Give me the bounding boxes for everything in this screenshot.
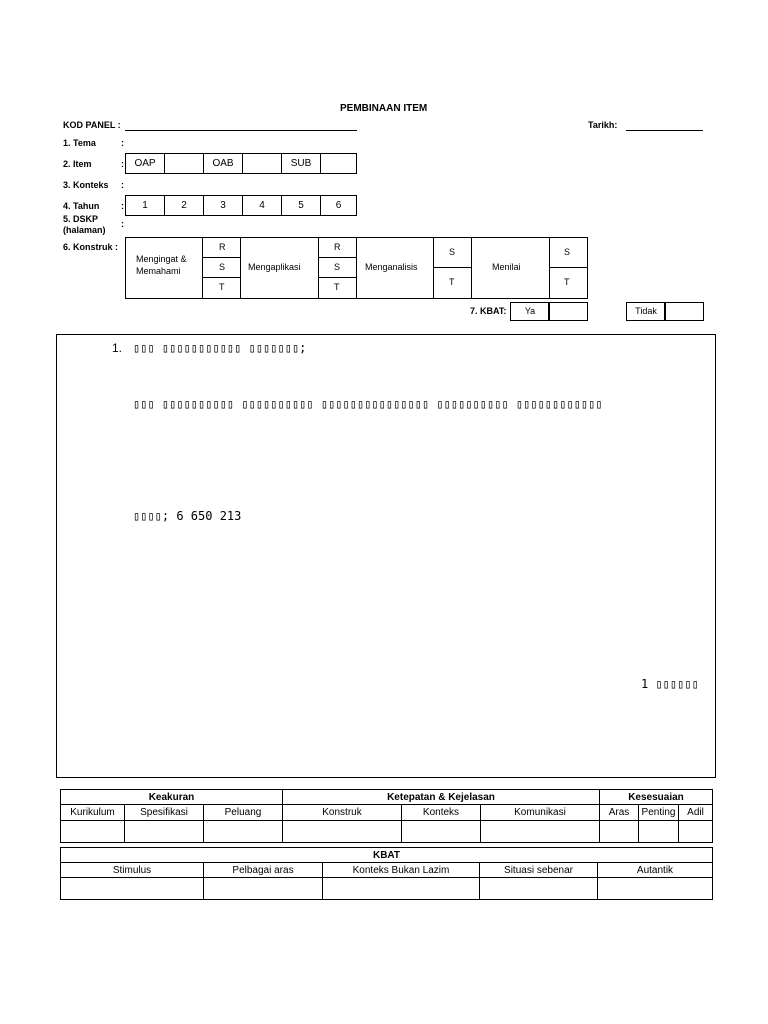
cell-konstruk[interactable] bbox=[283, 821, 402, 843]
cell-aras[interactable] bbox=[600, 821, 639, 843]
tema-label: 1. Tema bbox=[63, 138, 96, 148]
question-marks: 1 ▯▯▯▯▯▯ bbox=[641, 677, 699, 691]
cell-peluang[interactable] bbox=[204, 821, 283, 843]
kbat-col-pelbagai-aras: Pelbagai aras bbox=[204, 863, 323, 878]
konstruk-menilai: Menilai bbox=[492, 262, 521, 272]
dskp-colon: : bbox=[121, 219, 124, 229]
cell-komunikasi[interactable] bbox=[481, 821, 600, 843]
tarikh-field[interactable] bbox=[626, 130, 703, 131]
kbat-cell-situasi-sebenar[interactable] bbox=[480, 878, 598, 900]
item-type-table bbox=[125, 153, 357, 174]
konteks-label: 3. Konteks bbox=[63, 180, 109, 190]
tahun-colon: : bbox=[121, 201, 124, 211]
col-konstruk: Konstruk bbox=[283, 805, 402, 821]
cell-konteks[interactable] bbox=[402, 821, 481, 843]
cell-spesifikasi[interactable] bbox=[125, 821, 204, 843]
kbat-cell-konteks-bukan-lazim[interactable] bbox=[323, 878, 480, 900]
group-ketepatan: Ketepatan & Kejelasan bbox=[283, 790, 600, 805]
kbat-tidak-label: Tidak bbox=[626, 302, 666, 321]
kod-panel-label: KOD PANEL : bbox=[63, 120, 121, 130]
col-kurikulum: Kurikulum bbox=[61, 805, 125, 821]
konstruk-t-3[interactable]: T bbox=[449, 277, 455, 287]
kbat-cell-stimulus[interactable] bbox=[61, 878, 204, 900]
tahun-6[interactable]: 6 bbox=[321, 196, 357, 216]
group-keakuran: Keakuran bbox=[61, 790, 283, 805]
konstruk-s-1[interactable]: S bbox=[219, 262, 226, 272]
kbat-label: 7. KBAT: bbox=[470, 306, 507, 316]
tahun-5[interactable]: 5 bbox=[282, 196, 321, 216]
kbat-col-konteks-bukan-lazim: Konteks Bukan Lazim bbox=[323, 863, 480, 878]
kbat-table bbox=[60, 847, 713, 900]
kbat-col-stimulus: Stimulus bbox=[61, 863, 204, 878]
form-title: PEMBINAAN ITEM bbox=[340, 103, 428, 114]
kbat-cell-pelbagai-aras[interactable] bbox=[204, 878, 323, 900]
konstruk-menganalisis: Menganalisis bbox=[365, 262, 418, 272]
question-number: 1. bbox=[112, 341, 123, 355]
konstruk-s-3[interactable]: S bbox=[449, 247, 456, 257]
kbat-col-autantik: Autantik bbox=[598, 863, 713, 878]
konstruk-s-2[interactable]: S bbox=[334, 262, 341, 272]
cell-adil[interactable] bbox=[679, 821, 713, 843]
item-oap-box[interactable] bbox=[165, 154, 204, 174]
tahun-table bbox=[125, 195, 357, 216]
question-line-2: ▯▯▯ ▯▯▯▯▯▯▯▯▯▯ ▯▯▯▯▯▯▯▯▯▯ ▯▯▯▯▯▯▯▯▯▯▯▯▯▯▯ ▯▯▯▯▯▯▯▯▯▯ ▯▯▯▯▯▯▯▯▯▯▯▯ bbox=[133, 397, 603, 411]
item-sub-box[interactable] bbox=[321, 154, 357, 174]
konstruk-mengaplikasi: Mengaplikasi bbox=[248, 262, 301, 272]
konstruk-r-1[interactable]: R bbox=[219, 242, 226, 252]
col-komunikasi: Komunikasi bbox=[481, 805, 600, 821]
konteks-colon: : bbox=[121, 180, 124, 190]
tarikh-label: Tarikh: bbox=[588, 120, 618, 130]
tahun-label: 4. Tahun bbox=[63, 201, 100, 211]
konstruk-memahami: Memahami bbox=[136, 266, 181, 276]
tahun-4[interactable]: 4 bbox=[243, 196, 282, 216]
item-label: 2. Item bbox=[63, 159, 92, 169]
item-type-oab: OAB bbox=[204, 154, 243, 174]
cell-kurikulum[interactable] bbox=[61, 821, 125, 843]
konstruk-s-4[interactable]: S bbox=[564, 247, 571, 257]
question-line-1: ▯▯▯ ▯▯▯▯▯▯▯▯▯▯▯ ▯▯▯▯▯▯▯; bbox=[133, 341, 307, 355]
kbat-ya-label: Ya bbox=[510, 302, 550, 321]
dskp-sublabel: (halaman) bbox=[63, 225, 106, 235]
tahun-3[interactable]: 3 bbox=[204, 196, 243, 216]
item-colon: : bbox=[121, 159, 124, 169]
col-aras: Aras bbox=[600, 805, 639, 821]
col-peluang: Peluang bbox=[204, 805, 283, 821]
konstruk-r-2[interactable]: R bbox=[334, 242, 341, 252]
tahun-1[interactable]: 1 bbox=[126, 196, 165, 216]
kbat-ya-box[interactable] bbox=[548, 302, 588, 321]
kbat-cell-autantik[interactable] bbox=[598, 878, 713, 900]
konstruk-t-4[interactable]: T bbox=[564, 277, 570, 287]
col-spesifikasi: Spesifikasi bbox=[125, 805, 204, 821]
konstruk-t-1[interactable]: T bbox=[219, 282, 225, 292]
col-adil: Adil bbox=[679, 805, 713, 821]
tema-colon: : bbox=[121, 138, 124, 148]
konstruk-mengingat: Mengingat & bbox=[136, 254, 187, 264]
col-penting: Penting bbox=[639, 805, 679, 821]
item-type-sub: SUB bbox=[282, 154, 321, 174]
tahun-2[interactable]: 2 bbox=[165, 196, 204, 216]
question-answer: ▯▯▯▯; 6 650 213 bbox=[133, 509, 242, 523]
kbat-table-title: KBAT bbox=[61, 848, 713, 863]
konstruk-t-2[interactable]: T bbox=[334, 282, 340, 292]
kbat-tidak-box[interactable] bbox=[664, 302, 704, 321]
item-type-oap: OAP bbox=[126, 154, 165, 174]
konstruk-label: 6. Konstruk : bbox=[63, 242, 119, 252]
kod-panel-field[interactable] bbox=[125, 130, 357, 131]
item-oab-box[interactable] bbox=[243, 154, 282, 174]
group-kesesuaian: Kesesuaian bbox=[600, 790, 713, 805]
review-table bbox=[60, 789, 713, 843]
col-konteks: Konteks bbox=[402, 805, 481, 821]
cell-penting[interactable] bbox=[639, 821, 679, 843]
kbat-col-situasi-sebenar: Situasi sebenar bbox=[480, 863, 598, 878]
dskp-label: 5. DSKP bbox=[63, 214, 99, 224]
